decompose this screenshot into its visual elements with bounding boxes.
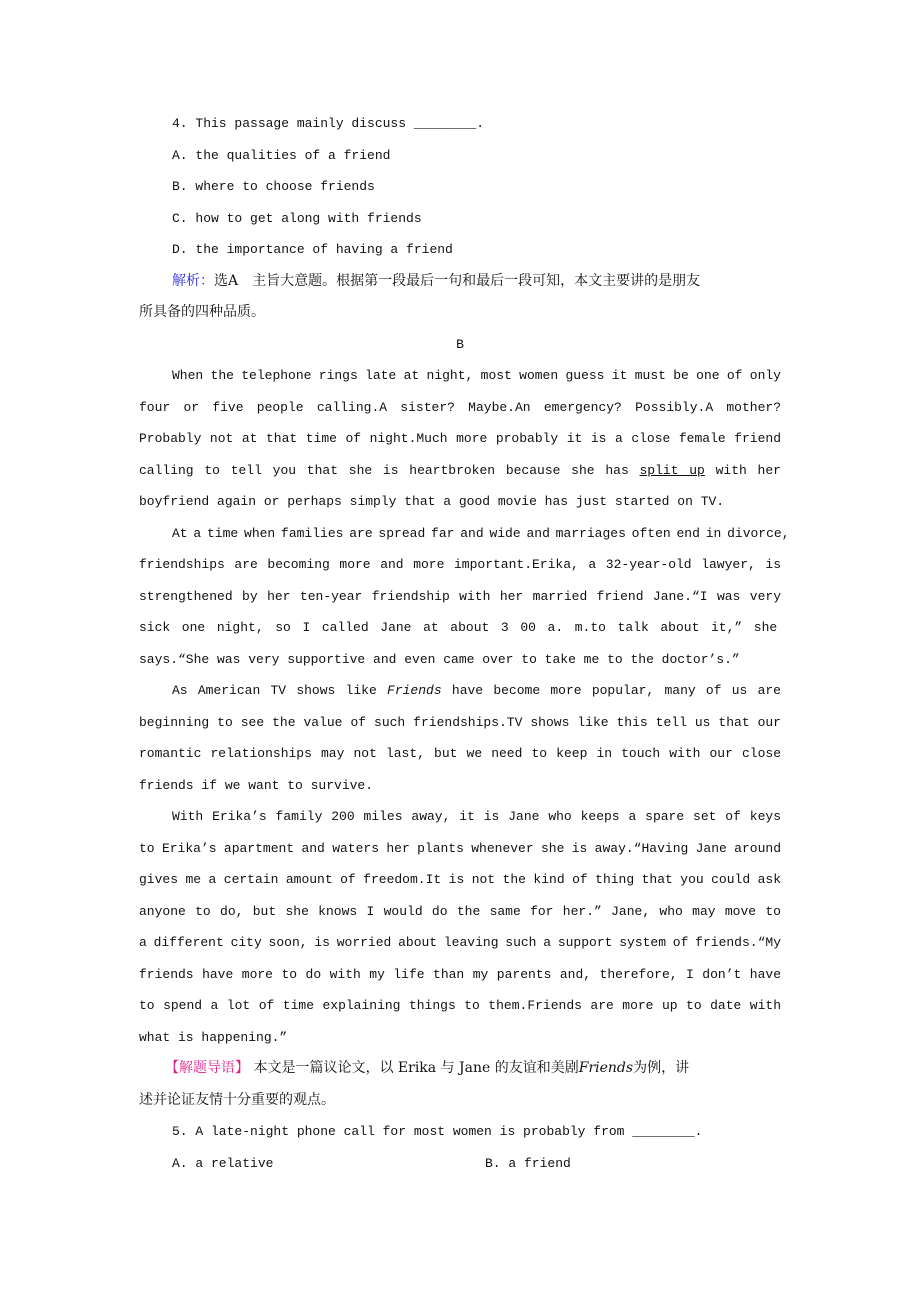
analysis-label: 解析： bbox=[172, 272, 214, 289]
text: 为例，讲 bbox=[633, 1060, 690, 1076]
passage-line: Probably not at that time of night.Much more probably it is a close female friend bbox=[139, 431, 781, 446]
text: have become more popular, many of us are bbox=[451, 683, 781, 698]
show-title: Friends bbox=[387, 683, 442, 698]
passage-line: to spend a lot of time explaining things to them.Friends are more up to date with bbox=[139, 998, 781, 1013]
passage-line: romantic relationships may not last, but we need to keep in touch with our close bbox=[139, 746, 781, 761]
passage-line: strengthened by her ten-year friendship with her married friend Jane.“I was very bbox=[139, 588, 781, 604]
document-page bbox=[139, 108, 790, 1179]
passage-line: to Erika’s apartment and waters her plants whenever she is away.“Having Jane around bbox=[139, 840, 781, 856]
analysis-text: 选A 主旨大意题。根据第一段最后一句和最后一段可知，本文主要讲的是朋友 bbox=[214, 272, 701, 289]
q4-option-c: C. how to get along with friends bbox=[172, 210, 422, 226]
passage-line bbox=[139, 455, 781, 487]
passage-line: When the telephone rings late at night, most women guess it must be one of only bbox=[172, 368, 781, 383]
text: with her bbox=[715, 462, 781, 478]
passage-line: four or five people calling.A sister? Maybe.An emergency? Possibly.A mother? bbox=[139, 399, 781, 415]
text: calling to tell you that she is heartbroken because she has bbox=[139, 462, 629, 478]
text: 本文是一篇议论文，以 Erika 与 Jane 的友谊和美剧 bbox=[253, 1060, 579, 1076]
underlined-phrase: split up bbox=[639, 462, 705, 478]
text: As American TV shows like bbox=[172, 683, 377, 698]
passage-line: friendships are becoming more and more important.Erika, a 32-year-old lawyer, is bbox=[139, 557, 781, 572]
passage-line: sick one night, so I called Jane at about 3 00 a. m.to talk about it,” she bbox=[139, 620, 778, 635]
passage-line: what is happening.” bbox=[139, 1029, 288, 1045]
passage-line: gives me a certain amount of freedom.It is not the kind of thing that you could ask bbox=[139, 872, 781, 887]
q5-options bbox=[139, 1148, 781, 1180]
passage-line: friends have more to do with my life than my parents and, therefore, I don’t have bbox=[139, 966, 781, 982]
q4-analysis-cont: 所具备的四种品质。 bbox=[139, 304, 265, 320]
q4-option-d: D. the importance of having a friend bbox=[172, 242, 453, 257]
passage-line: At a time when families are spread far and wide and marriages often end in divorce, bbox=[172, 525, 790, 541]
show-title: Friends bbox=[578, 1060, 634, 1076]
q5-option-a: A. a relative bbox=[172, 1155, 274, 1171]
guide-label: 【解题导语】 bbox=[165, 1060, 249, 1076]
q4-analysis bbox=[139, 266, 781, 298]
guide-line: 述并论证友情十分重要的观点。 bbox=[139, 1091, 335, 1108]
q5-option-b: B. a friend bbox=[485, 1155, 571, 1171]
q4-option-a: A. the qualities of a friend bbox=[172, 147, 391, 163]
passage-line: a different city soon, is worried about leaving such a support system of friends.“My bbox=[139, 935, 781, 950]
passage-line bbox=[139, 675, 781, 707]
passage-line: says.“She was very supportive and even came over to take me to the doctor’s.” bbox=[139, 651, 740, 667]
q4-option-b: B. where to choose friends bbox=[172, 179, 375, 194]
passage-line: boyfriend again or perhaps simply that a good movie has just started on TV. bbox=[139, 494, 725, 509]
question-5-stem: 5. A late-night phone call for most women is probably from ________. bbox=[172, 1124, 703, 1139]
passage-line: anyone to do, but she knows I would do the same for her.” Jane, who may move to bbox=[139, 903, 781, 919]
guide-line bbox=[139, 1053, 781, 1085]
passage-line: With Erika’s family 200 miles away, it is Jane who keeps a spare set of keys bbox=[172, 809, 781, 824]
passage-line: beginning to see the value of such friendships.TV shows like this tell us that our bbox=[139, 714, 781, 730]
passage-line: friends if we want to survive. bbox=[139, 777, 374, 793]
question-4-stem: 4. This passage mainly discuss ________. bbox=[172, 116, 485, 131]
section-title: B bbox=[456, 336, 464, 352]
